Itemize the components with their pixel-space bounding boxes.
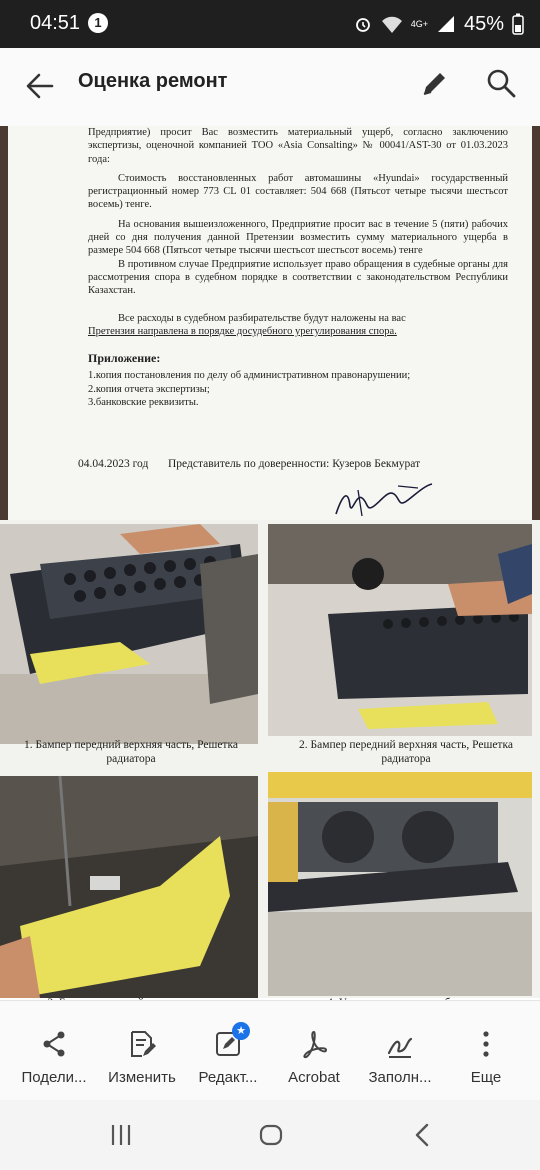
more-button[interactable]	[438, 1001, 534, 1101]
photo-bumper-3	[0, 776, 258, 998]
pencil-icon[interactable]	[418, 66, 452, 100]
back-nav-icon[interactable]	[408, 1120, 438, 1150]
bumper-photo-2-image	[268, 524, 532, 736]
attachment-title: Приложение:	[88, 351, 161, 366]
more-label: Еще	[470, 1069, 502, 1086]
document-viewer[interactable]	[0, 126, 540, 998]
status-bar	[0, 0, 540, 48]
representative: Представитель по доверенности: Кузеров Бекмурат	[168, 458, 421, 470]
attachment-1: 1.копия постановления по делу об административном правонарушении;	[88, 370, 411, 382]
bumper-photo-1-image	[0, 524, 258, 744]
paragraph-4: В противном случае Предприятие использует право обращения в судебные органы для рассмотрения спора в судебном порядке в соответствии с законодательством Республики Казахстан.	[88, 258, 508, 297]
photo-bumper-4	[268, 772, 532, 996]
search-icon[interactable]	[484, 66, 518, 100]
status-time: 04:51	[30, 12, 81, 34]
document-page	[8, 126, 532, 522]
recent-apps-icon[interactable]	[106, 1120, 136, 1150]
paragraph-1: Предприятие) просит Вас возместить материальный ущерб, согласно заключению экспертизы, оценочной компанией ТОО «Asia Consalting» № 00041/AST-30 от 01.03.2023 года:	[88, 127, 508, 165]
fill-sign-button[interactable]	[352, 1001, 448, 1101]
back-arrow-icon[interactable]	[22, 68, 58, 104]
fill-sign-icon	[385, 1029, 415, 1059]
paragraph-6: Претензия направлена в порядке досудебного урегулирования спора.	[88, 325, 397, 337]
annotate-button[interactable]	[180, 1001, 276, 1101]
edit-document-button[interactable]	[94, 1001, 190, 1101]
paragraph-3: На основания вышеизложенного, Предприятие просит вас в течение 5 (пяти) рабочих дней со дня получения данной Претензии возместить сумму материального ущерба в размере 504 668 (Пятьсот четыре тысячи шестьсот шестьсот восемь) тенге	[88, 218, 508, 257]
attachment-2: 2.копия отчета экспертизы;	[88, 383, 210, 395]
document-date: 04.04.2023 год	[78, 458, 149, 470]
signal-icon	[436, 14, 456, 34]
fill-sign-label: Заполн...	[368, 1069, 432, 1086]
attachment-3: 3.банковские реквизиты.	[88, 397, 199, 409]
edit-document-icon	[127, 1029, 157, 1059]
edit-document-label: Изменить	[108, 1069, 176, 1086]
home-icon[interactable]	[256, 1120, 286, 1150]
share-button[interactable]	[6, 1001, 102, 1101]
share-label: Подели...	[21, 1069, 87, 1086]
photo-caption-2: 2. Бампер передний верхняя часть, Решетка радиатора	[299, 739, 513, 765]
signature-image	[328, 476, 438, 520]
alarm-icon	[353, 14, 373, 34]
status-icons	[353, 10, 524, 38]
bottom-action-bar	[0, 1000, 540, 1100]
share-icon	[39, 1029, 69, 1059]
photo-bumper-1	[0, 524, 258, 744]
battery-percent: 45%	[463, 12, 504, 35]
notification-badge: 1	[88, 13, 108, 33]
bumper-photo-4-image	[268, 772, 532, 996]
network-type: 4G+	[410, 19, 428, 29]
acrobat-icon	[299, 1029, 329, 1059]
document-body	[88, 126, 508, 409]
photo-bumper-2	[268, 524, 532, 736]
acrobat-label: Acrobat	[288, 1069, 340, 1086]
system-nav-bar	[0, 1100, 540, 1170]
paragraph-5: Все расходы в судебном разбирательстве будут наложены на вас	[118, 312, 406, 324]
page-title: Оценка ремонт	[78, 70, 228, 92]
star-badge-icon: ★	[232, 1022, 250, 1040]
app-bar	[0, 48, 540, 126]
acrobat-button[interactable]	[266, 1001, 362, 1101]
photo-caption-1: 1. Бампер передний верхняя часть, Решетка радиатора	[24, 739, 238, 765]
paragraph-2: Стоимость восстановленных работ автомашины «Hyundai» государственный регистрационный номер 773 CL 01 составляет: 504 668 (Пятьсот четыре тысячи шестьсот восемь) тенге.	[88, 172, 508, 211]
bumper-photo-3-image	[0, 776, 258, 998]
photo-grid	[0, 520, 540, 998]
battery-icon	[512, 13, 524, 35]
more-icon	[471, 1029, 501, 1059]
wifi-icon	[381, 14, 403, 34]
annotate-label: Редакт...	[198, 1069, 258, 1086]
